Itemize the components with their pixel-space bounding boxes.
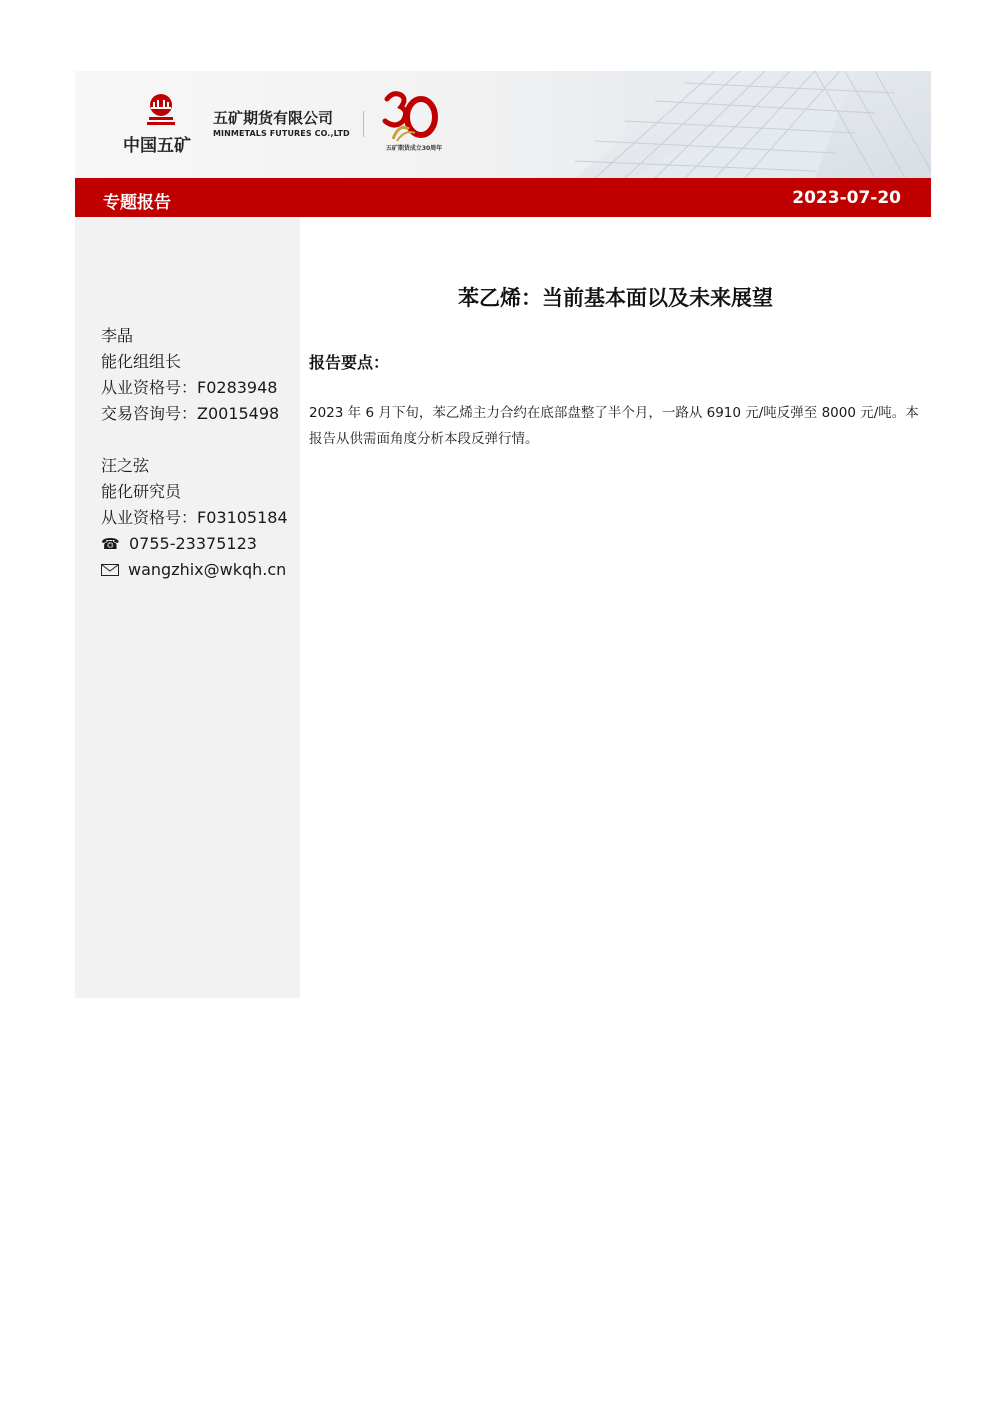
minmetals-emblem-icon <box>145 93 177 127</box>
report-title: 苯乙烯：当前基本面以及未来展望 <box>458 286 773 310</box>
analyst-position: 能化研究员 <box>101 482 182 501</box>
analyst-license: 从业资格号：F0283948 <box>101 378 278 397</box>
architecture-background-graphic <box>515 71 931 178</box>
analyst-name: 汪之弦 <box>101 456 150 475</box>
report-summary: 2023 年 6 月下旬，苯乙烯主力合约在底部盘整了半个月，一路从 6910 元/吨反弹至 8000 元/吨。本报告从供需面角度分析本段反弹行情。 <box>309 405 919 447</box>
analyst-email-row <box>101 557 288 583</box>
header-banner <box>75 71 931 178</box>
telephone-icon: ☎ <box>101 535 120 553</box>
analyst-phone: 0755-23375123 <box>129 534 257 553</box>
analyst-email[interactable]: wangzhix@wkqh.cn <box>128 560 287 579</box>
analyst-advisory-number: 交易咨询号：Z0015498 <box>101 404 280 423</box>
anniversary-caption: 五矿期货成立30周年 <box>385 145 443 152</box>
group-name: 中国五矿 <box>123 136 191 156</box>
analyst-card <box>101 453 288 583</box>
analyst-license: 从业资格号：F03105184 <box>101 508 288 527</box>
key-points-heading: 报告要点： <box>309 353 390 372</box>
report-type-label: 专题报告 <box>103 193 171 213</box>
company-name-block <box>213 109 350 138</box>
company-name-en: MINMETALS FUTURES CO.,LTD <box>213 129 350 138</box>
analyst-phone-row <box>101 531 288 557</box>
report-title-bar <box>75 178 931 217</box>
analyst-name: 李晶 <box>101 326 134 345</box>
banner-divider <box>363 111 364 137</box>
analyst-sidebar <box>75 217 300 998</box>
analyst-card <box>101 323 279 427</box>
analyst-position: 能化组组长 <box>101 352 182 371</box>
company-name-cn: 五矿期货有限公司 <box>213 109 334 127</box>
report-date: 2023-07-20 <box>792 188 901 208</box>
envelope-icon <box>101 564 119 576</box>
china-minmetals-logo <box>123 93 203 163</box>
